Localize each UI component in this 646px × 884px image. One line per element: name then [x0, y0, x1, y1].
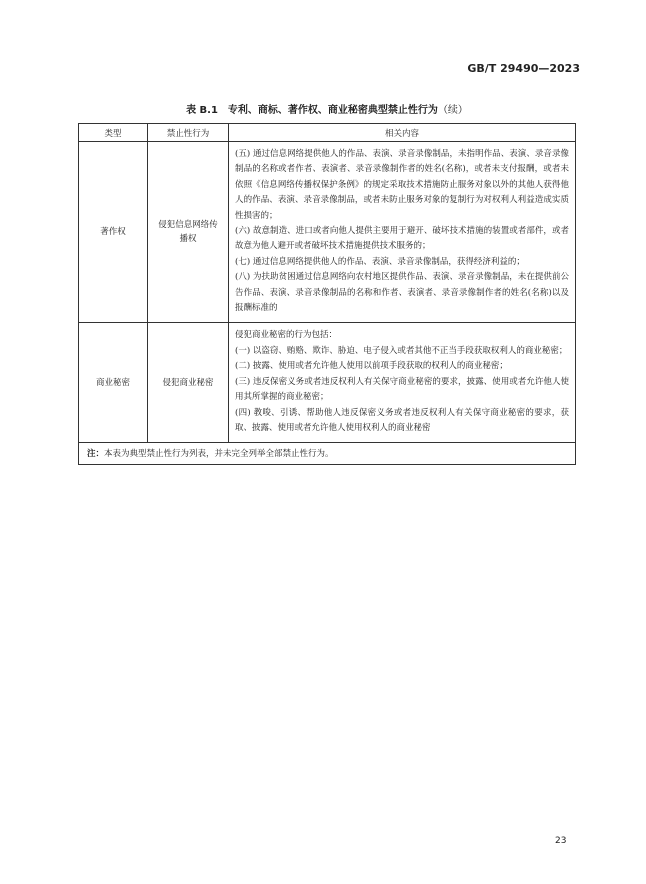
table-caption-continued: （续）: [437, 105, 468, 116]
table-row: [79, 142, 576, 323]
content-cell: [229, 142, 576, 323]
content-paragraph: (四) 教唆、引诱、帮助他人违反保密义务或者违反权利人有关保守商业秘密的要求，获取、披露、使用或者允许他人使用权利人的商业秘密: [235, 407, 569, 433]
category-cell: 商业秘密: [79, 323, 148, 443]
content-paragraph: (三) 违反保密义务或者违反权利人有关保守商业秘密的要求，披露、使用或者允许他人使用其所掌握的商业秘密；: [235, 376, 569, 403]
table-row: [79, 323, 576, 443]
table-header-row: [79, 124, 576, 142]
page-number: 23: [555, 836, 567, 846]
content-cell: [229, 323, 576, 443]
column-header-content: 相关内容: [229, 124, 576, 142]
note-text: 本表为典型禁止性行为列表，并未完全列举全部禁止性行为。: [104, 449, 334, 460]
note-label: 注：: [87, 449, 105, 460]
category-cell: 著作权: [79, 142, 148, 323]
content-paragraph: (七) 通过信息网络提供他人的作品、表演、录音录像制品，获得经济利益的；: [235, 256, 525, 267]
content-paragraph: (一) 以盗窃、贿赂、欺诈、胁迫、电子侵入或者其他不正当手段获取权利人的商业秘密；: [235, 345, 568, 356]
standard-code: GB/T 29490—2023: [467, 62, 580, 75]
behavior-cell: [148, 142, 229, 323]
content-paragraph: (六) 故意制造、进口或者向他人提供主要用于避开、破坏技术措施的装置或者部件，或者故意为他人避开或者破坏技术措施提供技术服务的；: [235, 226, 569, 252]
column-header-behavior: 禁止性行为: [148, 124, 229, 142]
table-note-row: [79, 443, 576, 465]
content-paragraph: (五) 通过信息网络提供他人的作品、表演、录音录像制品，未指明作品、表演、录音录像制品的名称或者作者、表演者、录音录像制作者的姓名(名称)，或者未支付报酬，或者未依照《信息网络传播权保护条例》的规定采取技术措施防止服务对象以外的其他人获得他人的作品、表演、录音录像制品，或者未防止服务对象的复制行为对权利人利益造成实质性损害的；: [235, 149, 569, 221]
content-paragraph: (二) 披露、使用或者允许他人使用以前项手段获取的权利人的商业秘密；: [235, 361, 508, 372]
content-paragraph: 侵犯商业秘密的行为包括：: [235, 330, 338, 341]
prohibited-acts-table: [78, 123, 576, 465]
content-paragraph: (八) 为扶助贫困通过信息网络向农村地区提供作品、表演、录音录像制品，未在提供前公告作品、表演、录音录像制品的名称和作者、表演者、录音录像制作者的姓名(名称)以及报酬标准的: [235, 272, 569, 314]
behavior-cell: 侵犯商业秘密: [148, 323, 229, 443]
column-header-category: 类型: [79, 124, 148, 142]
table-note: [79, 443, 576, 465]
behavior-text: 侵犯信息网络传播权: [158, 220, 218, 245]
table-caption: [78, 101, 576, 116]
table-caption-title: 表 B.1 专利、商标、著作权、商业秘密典型禁止性行为: [186, 105, 438, 116]
